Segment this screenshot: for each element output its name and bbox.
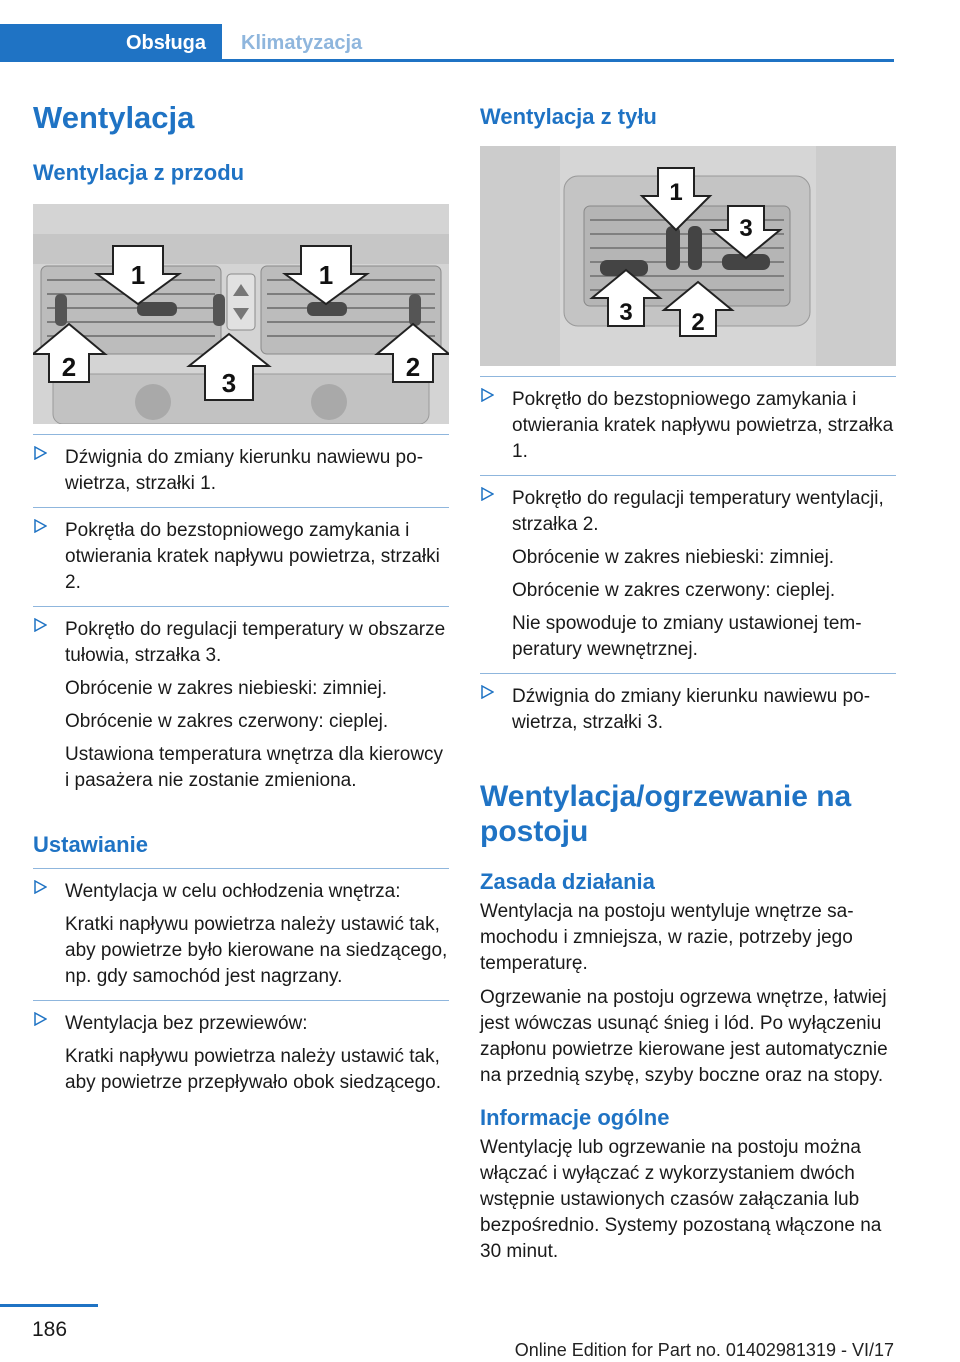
rear-vent-list	[480, 376, 896, 746]
triangle-bullet-icon	[480, 388, 494, 402]
front-vent-figure	[33, 204, 449, 424]
front-vent-list	[33, 434, 449, 804]
rear-arrow-3b-label: 3	[619, 299, 633, 326]
rear-arrow-3a-label: 3	[739, 215, 753, 242]
tab-obsluga[interactable]: Obsługa	[0, 24, 222, 62]
section-title-front: Wentylacja z przodu	[33, 159, 245, 185]
list-item	[33, 607, 449, 804]
list-item	[480, 476, 896, 674]
list-item	[480, 674, 896, 746]
edition-note: Online Edition for Part no. 01402981319 - VI/17	[514, 1340, 894, 1360]
list-item-text: Obrócenie w zakres czerwony: cieplej.	[512, 580, 836, 601]
section-title-ustawianie: Ustawianie	[33, 831, 148, 857]
section-title-parking-ventilation: Wentylacja/ogrzewanie na postoju	[480, 780, 852, 848]
list-item-text: Dźwignia do zmiany kierunku nawiewu powietrza, strzałki 1.	[65, 446, 424, 494]
list-item-text: Pokrętła do bezstopniowego zamykania i otwierania kratek napływu powietrza, strzałki 2.	[65, 519, 440, 593]
rear-arrow-2-label: 2	[691, 309, 705, 336]
front-arrow-1a-label: 1	[130, 259, 146, 290]
triangle-bullet-icon	[33, 1012, 47, 1026]
rear-arrow-1-label: 1	[669, 179, 683, 206]
rear-vent-figure	[480, 146, 896, 366]
general-info-text	[480, 1135, 896, 1265]
triangle-bullet-icon	[33, 880, 47, 894]
list-item-text: Pokrętło do regulacji temperatury wentylacji, strzałka 2.	[512, 488, 884, 535]
subsection-title-principle: Zasada działania	[480, 869, 655, 894]
list-item	[480, 376, 896, 476]
triangle-bullet-icon	[480, 487, 494, 501]
list-item-text: Obrócenie w zakres niebieski: zimniej.	[512, 547, 835, 568]
list-item-text: Kratki napływu powietrza należy ustawić tak, aby powietrze przepływało obok siedzącego.	[65, 1045, 441, 1093]
list-item	[33, 868, 449, 1001]
front-arrow-2b-label: 2	[405, 351, 421, 382]
list-item-text: Kratki napływu powietrza należy ustawić tak, aby powietrze było kierowane na siedzącego, np. gdy samochód jest nagrzany.	[65, 913, 448, 987]
header-rule	[222, 59, 894, 62]
footer-rule	[0, 1304, 98, 1307]
list-item	[33, 434, 449, 508]
list-item-text: Pokrętło do regulacji temperatury w obszarze tułowia, strzałka 3.	[65, 618, 446, 666]
right-column	[480, 104, 896, 1265]
list-item-text: Nie spowoduje to zmiany ustawionej temperatury wewnętrznej.	[512, 613, 862, 660]
list-item-text: Wentylacja w celu ochłodzenia wnętrza:	[65, 880, 401, 902]
list-item-text: Ustawiona temperatura wnętrza dla kierowcy i pasażera nie zostanie zmieniona.	[65, 743, 444, 791]
front-arrow-2a-label: 2	[61, 351, 77, 382]
settings-list	[33, 868, 449, 1106]
list-item	[33, 508, 449, 607]
list-item-text: Pokrętło do bezstopniowego zamykania i otwierania kratek napływu powietrza, strzałka 1.	[512, 389, 894, 462]
paragraph: Wentylację lub ogrzewanie na postoju można włączać i wyłączać z wykorzystaniem dwóch wstępnie ustawionych czasów załączania lub bezpośrednio. Systemy pozostaną włączone na 30 minut.	[480, 1137, 882, 1262]
triangle-bullet-icon	[33, 519, 47, 533]
front-arrow-3-label: 3	[221, 367, 237, 398]
triangle-bullet-icon	[33, 446, 47, 460]
list-item-text: Obrócenie w zakres czerwony: cieplej.	[65, 710, 389, 732]
principle-text	[480, 899, 896, 1089]
triangle-bullet-icon	[480, 685, 494, 699]
list-item-text: Wentylacja bez przewiewów:	[65, 1012, 308, 1034]
left-column	[33, 100, 449, 1106]
triangle-bullet-icon	[33, 618, 47, 632]
section-title-rear: Wentylacja z tyłu	[480, 104, 657, 129]
paragraph: Ogrzewanie na postoju ogrzewa wnętrze, łatwiej jest wówczas usunąć śnieg i lód. Po wyłączeniu zapłonu powietrze kierowane jest automatycznie na przednią szybę, szyby boczne oraz na stopy.	[480, 987, 888, 1086]
tab-klimatyzacja[interactable]: Klimatyzacja	[241, 31, 363, 54]
page-number: 186	[32, 1318, 68, 1341]
list-item	[33, 1001, 449, 1106]
header-tabs	[0, 24, 894, 62]
front-arrow-1b-label: 1	[318, 259, 334, 290]
list-item-text: Dźwignia do zmiany kierunku nawiewu powietrza, strzałki 3.	[512, 686, 871, 733]
page-title: Wentylacja	[33, 100, 195, 135]
list-item-text: Obrócenie w zakres niebieski: zimniej.	[65, 677, 388, 699]
paragraph: Wentylacja na postoju wentyluje wnętrze samochodu i zmniejsza, w razie, potrzeby jego temperaturę.	[480, 901, 854, 974]
subsection-title-general-info: Informacje ogólne	[480, 1105, 670, 1130]
